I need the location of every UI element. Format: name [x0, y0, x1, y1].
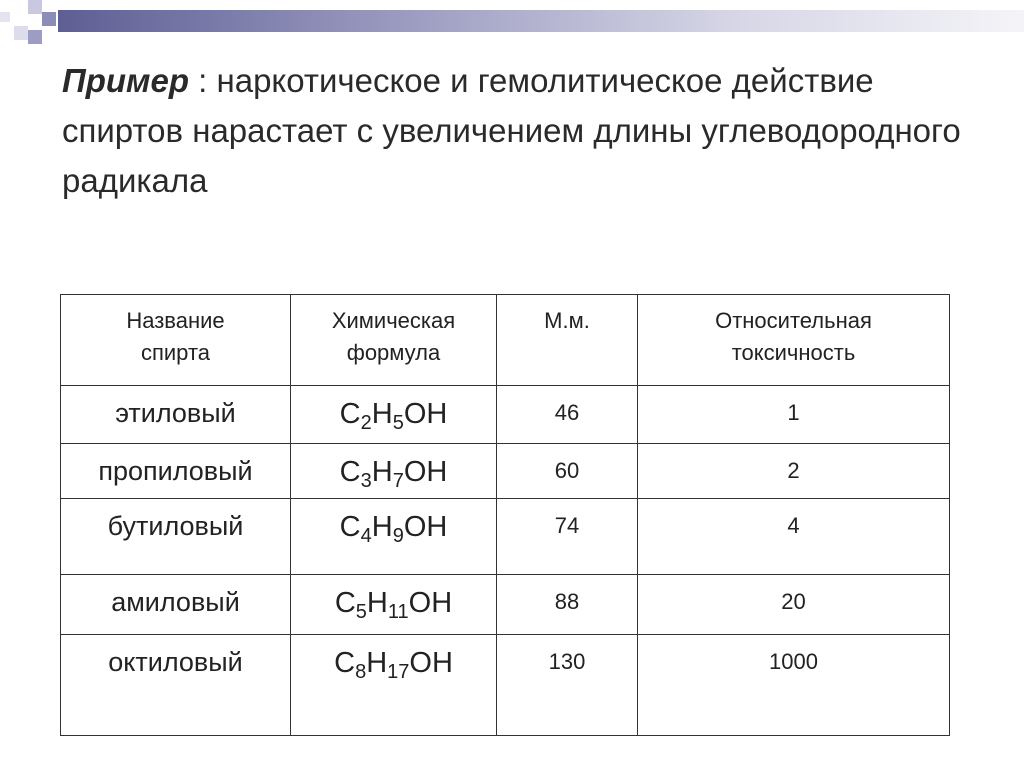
header-formula: Химическая формула: [291, 295, 497, 386]
chemical-formula: $C_5H_{11}OH$: [291, 575, 497, 635]
relative-toxicity: 20: [638, 575, 950, 635]
relative-toxicity: 2: [638, 444, 950, 499]
slide-decoration: [0, 0, 1024, 60]
alcohol-name: амиловый: [61, 575, 291, 635]
molar-mass: 60: [497, 444, 638, 499]
deco-square: [42, 12, 56, 26]
slide-title: [62, 56, 962, 206]
molar-mass: 46: [497, 386, 638, 444]
deco-square: [28, 0, 42, 14]
alcohol-name: этиловый: [61, 386, 291, 444]
chemical-formula: $C_2H_5OH$: [291, 386, 497, 444]
alcohol-name: пропиловый: [61, 444, 291, 499]
chemical-formula: $C_3H_7OH$: [291, 444, 497, 499]
alcohol-name: октиловый: [61, 635, 291, 736]
table-row: [61, 386, 950, 444]
alcohol-toxicity-table: [60, 294, 950, 736]
table-row: [61, 499, 950, 575]
deco-square: [14, 26, 28, 40]
relative-toxicity: 1: [638, 386, 950, 444]
table-row: [61, 575, 950, 635]
molar-mass: 130: [497, 635, 638, 736]
alcohol-name: бутиловый: [61, 499, 291, 575]
relative-toxicity: 4: [638, 499, 950, 575]
table-row: [61, 444, 950, 499]
molar-mass: 74: [497, 499, 638, 575]
header-name: Название спирта: [61, 295, 291, 386]
header-mm: М.м.: [497, 295, 638, 386]
header-row: [61, 295, 950, 386]
deco-square: [28, 30, 42, 44]
relative-toxicity: 1000: [638, 635, 950, 736]
title-gradient-bar: [58, 10, 1024, 32]
chemical-formula: $C_4H_9OH$: [291, 499, 497, 575]
title-text: : наркотическое и гемолитическое действие спиртов нарастает с увеличением длины углеводородного радикала: [62, 62, 961, 199]
header-toxicity: Относительная токсичность: [638, 295, 950, 386]
table-row: [61, 635, 950, 736]
deco-square: [0, 12, 10, 22]
molar-mass: 88: [497, 575, 638, 635]
title-lead: Пример: [62, 62, 189, 99]
chemical-formula: $C_8H_{17}OH$: [291, 635, 497, 736]
